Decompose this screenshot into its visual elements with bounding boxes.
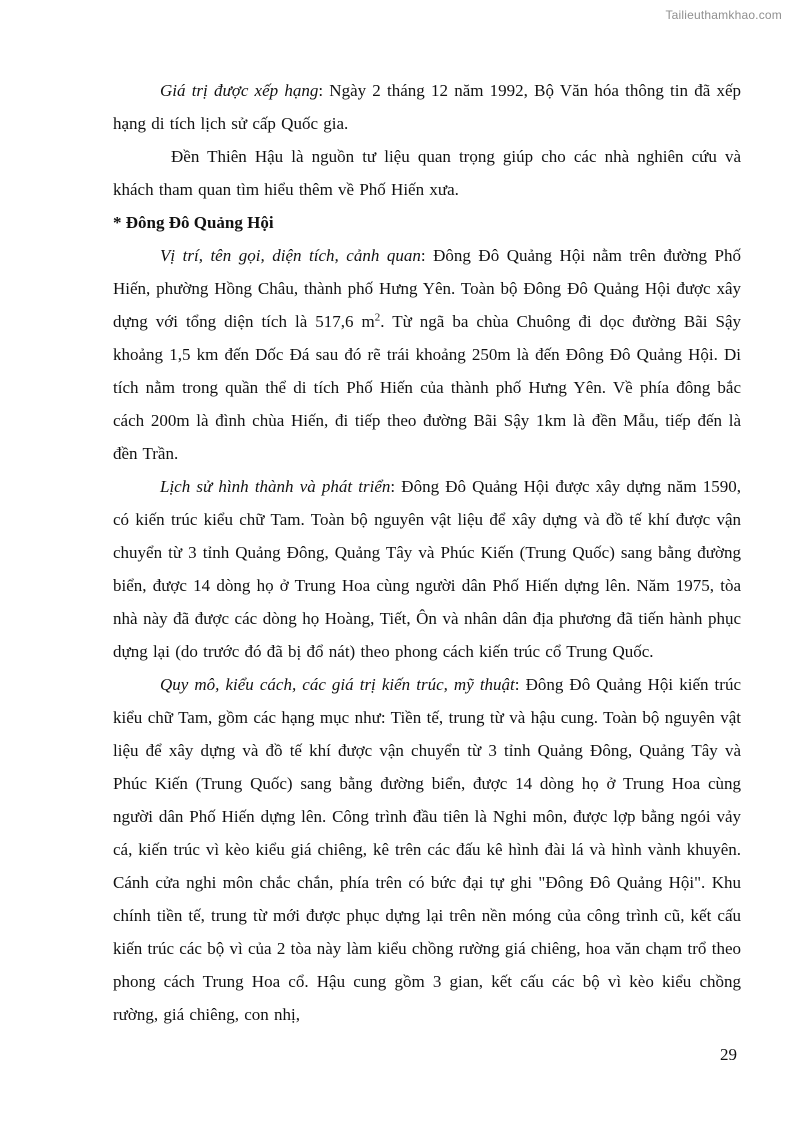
paragraph-text: Đền Thiên Hậu là nguồn tư liệu quan trọng giúp cho các nhà nghiên cứu và khách tham quan tìm hiểu thêm về Phố Hiến xưa. [113, 147, 741, 199]
paragraph-lead: Lịch sử hình thành và phát triển [160, 477, 391, 496]
paragraph-architecture [113, 668, 741, 1031]
watermark-text: Tailieuthamkhao.com [665, 8, 782, 22]
paragraph-location [113, 239, 741, 470]
section-heading: * Đông Đô Quảng Hội [113, 213, 274, 232]
superscript-square-meters: 2 [374, 311, 381, 324]
paragraph-history [113, 470, 741, 668]
paragraph-den-thien-hau [113, 140, 741, 206]
paragraph-lead: Vị trí, tên gọi, diện tích, cảnh quan [160, 246, 421, 265]
paragraph-text: : Ngày 2 tháng 12 năm 1992, Bộ Văn hóa thông tin đã xếp hạng di tích lịch sử cấp Quốc gia. [113, 81, 741, 133]
paragraph-value-ranking [113, 74, 741, 140]
paragraph-text: : Đông Đô Quảng Hội nằm trên đường Phố Hiến, phường Hồng Châu, thành phố Hưng Yên. Toàn bộ Đông Đô Quảng Hội được xây dựng với tổng diện tích là 517,6 m [113, 246, 741, 331]
paragraph-lead: Giá trị được xếp hạng [160, 81, 319, 100]
paragraph-lead: Quy mô, kiểu cách, các giá trị kiến trúc, mỹ thuật [160, 675, 515, 694]
paragraph-text: : Đông Đô Quảng Hội được xây dựng năm 1590, có kiến trúc kiểu chữ Tam. Toàn bộ nguyên vật liệu để xây dựng và đồ tế khí được vận chuyển từ 3 tỉnh Quảng Đông, Quảng Tây và Phúc Kiến (Trung Quốc) sang bằng đường biển, được 14 dòng họ ở Trung Hoa cùng người dân Phố Hiến dựng lên. Năm 1975, tòa nhà này đã được các dòng họ Hoàng, Tiết, Ôn và nhân dân địa phương đã tiến hành phục dựng lại (do trước đó đã bị đổ nát) theo phong cách kiến trúc cổ Trung Quốc. [113, 477, 741, 661]
document-content [113, 74, 741, 1031]
paragraph-text: . Từ ngã ba chùa Chuông đi dọc đường Bãi Sậy khoảng 1,5 km đến Dốc Đá sau đó rẽ trái khoảng 250m là đến Đông Đô Quảng Hội. Di tích nằm trong quần thể di tích Phố Hiến của thành phố Hưng Yên. Về phía đông bắc cách 200m là đình chùa Hiến, đi tiếp theo đường Bãi Sậy 1km là đền Mẫu, tiếp đến là đền Trần. [113, 312, 741, 463]
paragraph-text: : Đông Đô Quảng Hội kiến trúc kiểu chữ Tam, gồm các hạng mục như: Tiền tế, trung từ và hậu cung. Toàn bộ nguyên vật liệu để xây dựng và đồ tế khí được vận chuyển từ 3 tỉnh Quảng Đông, Quảng Tây và Phúc Kiến (Trung Quốc) sang bằng đường biển, được 14 dòng họ ở Trung Hoa cùng người dân Phố Hiến dựng lên. Công trình đầu tiên là Nghi môn, được lợp bằng ngói vảy cá, kiến trúc vì kèo kiểu giá chiêng, kê trên các đấu kê hình đài lá và hình vành khuyên. Cánh cửa nghi môn chắc chắn, phía trên có bức đại tự ghi "Đông Đô Quảng Hội". Khu chính tiền tế, trung từ mới được phục dựng lại trên nền móng của công trình cũ, kết cấu kiến trúc các bộ vì của 2 tòa này làm kiểu chồng rường giá chiêng, hoa văn chạm trổ theo phong cách Trung Hoa cổ. Hậu cung gồm 3 gian, kết cấu các bộ vì kèo kiểu chồng rường, giá chiêng, con nhị, [113, 675, 741, 1024]
page-number: 29 [720, 1045, 737, 1064]
